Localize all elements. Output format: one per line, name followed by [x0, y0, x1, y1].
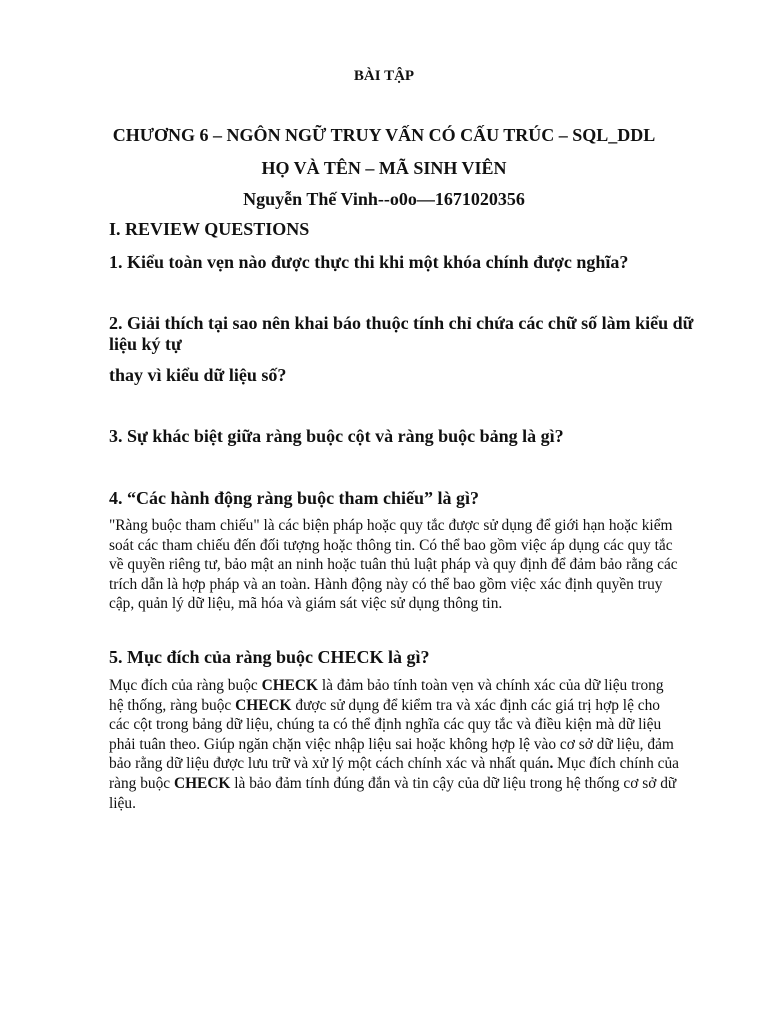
- question-1: 1. Kiểu toàn vẹn nào được thực thi khi một khóa chính được nghĩa?: [109, 252, 629, 272]
- answer-5: [109, 676, 681, 813]
- answer-5-part: Mục đích của ràng buộc: [109, 677, 262, 694]
- answer-5-keyword: CHECK: [235, 696, 292, 714]
- question-2-continuation: thay vì kiểu dữ liệu số?: [109, 365, 287, 385]
- question-5: 5. Mục đích của ràng buộc CHECK là gì?: [109, 647, 430, 667]
- answer-5-part: được sử dụng để kiểm tra và xác định các giá trị hợp lệ cho các cột trong bảng dữ liệu, chúng ta có thể định nghĩa các quy tắc và điều kiện mà dữ liệu phải tuân theo. Giúp ngăn chặn việc nhập liệu sai hoặc không hợp lệ vào cơ sở dữ liệu, đảm bảo rằng dữ liệu được lưu trữ và xử lý một cách chính xác và nhất quán: [109, 696, 674, 773]
- student-info: Nguyễn Thế Vinh--o0o—1671020356: [243, 189, 525, 209]
- question-4: 4. “Các hành động ràng buộc tham chiếu” là gì?: [109, 488, 480, 508]
- question-3: 3. Sự khác biệt giữa ràng buộc cột và ràng buộc bảng là gì?: [109, 426, 564, 446]
- answer-5-keyword: CHECK: [261, 677, 319, 694]
- name-label-heading: HỌ VÀ TÊN – MÃ SINH VIÊN: [261, 158, 507, 178]
- question-2: 2. Giải thích tại sao nên khai báo thuộc tính chỉ chứa các chữ số làm kiểu dữ liệu ký tự: [109, 313, 694, 354]
- answer-4: "Ràng buộc tham chiếu" là các biện pháp hoặc quy tắc được sử dụng để giới hạn hoặc kiểm soát các tham chiếu đến đối tượng hoặc thông tin. Có thể bao gồm việc áp dụng các quy tắc về quyền riêng tư, bảo mật an ninh hoặc tuân thủ luật pháp và quy định để đảm bảo rằng các trích dẫn là hợp pháp và an toàn. Hành động này có thể bao gồm việc xác định quyền truy cập, quản lý dữ liệu, mã hóa và giám sát việc sử dụng thông tin.: [109, 517, 678, 613]
- answer-5-period: .: [549, 755, 554, 773]
- document-title: BÀI TẬP: [353, 68, 415, 84]
- answer-5-keyword: CHECK: [173, 774, 231, 792]
- chapter-heading: CHƯƠNG 6 – NGÔN NGỮ TRUY VẤN CÓ CẤU TRÚC – SQL_DDL: [112, 125, 656, 145]
- answer-5-part: là đảm bảo tính toàn vẹn và chính xác của dữ liệu trong hệ thống, ràng buộc: [109, 677, 664, 714]
- section-heading: I. REVIEW QUESTIONS: [109, 219, 310, 239]
- answer-5-part: Mục đích chính của ràng buộc: [109, 755, 679, 792]
- answer-5-part: là bảo đảm tính đúng đắn và tin cậy của dữ liệu trong hệ thống cơ sở dữ liệu.: [109, 774, 677, 812]
